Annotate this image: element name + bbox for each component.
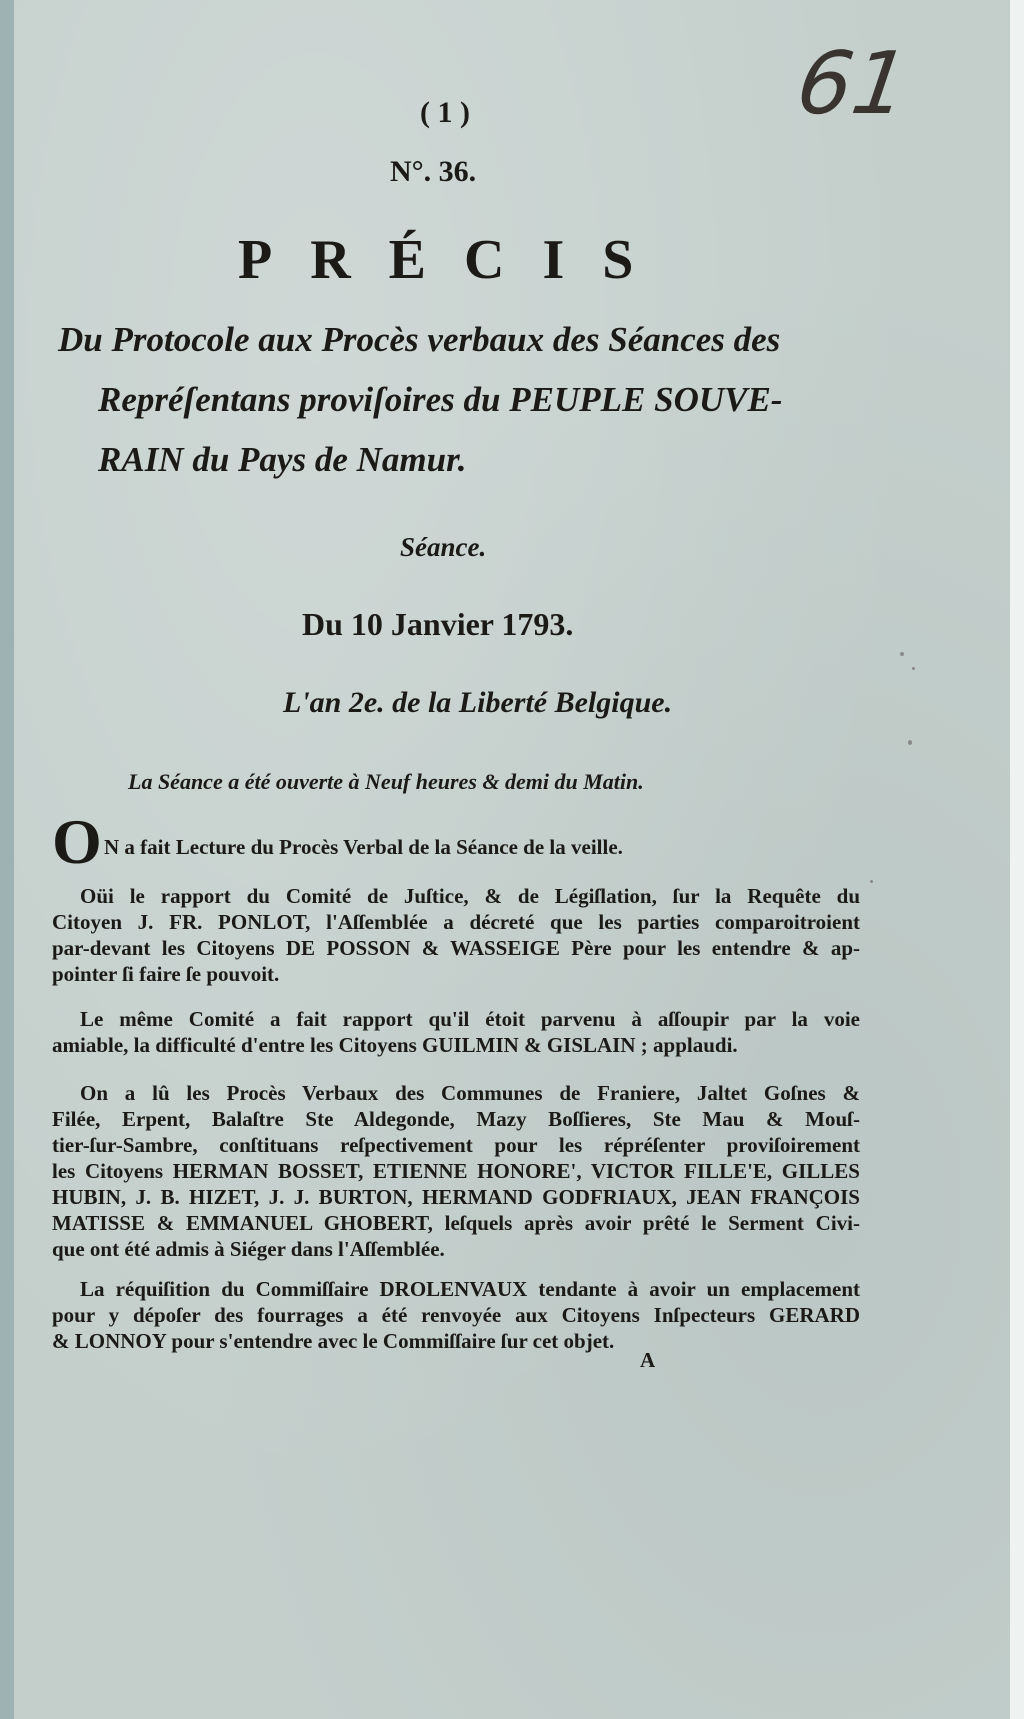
paragraph-4 — [52, 1080, 860, 1262]
ink-speck — [912, 667, 915, 670]
paragraph-line: les Citoyens HERMAN BOSSET, ETIENNE HONORE', VICTOR FILLE'E, GILLES — [52, 1159, 860, 1183]
paragraph-line: tier-ſur-Sambre, conſtituans reſpectivement pour les répréſenter proviſoirement — [52, 1133, 860, 1157]
main-title: PRÉCIS — [238, 229, 672, 291]
year-of-liberty: L'an 2e. de la Liberté Belgique. — [283, 686, 673, 719]
session-date: Du 10 Janvier 1793. — [302, 606, 574, 642]
paragraph-3 — [52, 1006, 860, 1058]
paragraph-line: La réquiſition du Commiſſaire DROLENVAUX tendante à avoir un emplacement — [80, 1277, 860, 1301]
subtitle-line: Repréſentans proviſoires du PEUPLE SOUVE- — [98, 380, 783, 419]
document-number: N°. 36. — [390, 155, 477, 188]
paragraph-5 — [52, 1276, 860, 1354]
page-right-edge — [1010, 0, 1024, 1719]
paragraph-line: HUBIN, J. B. HIZET, J. J. BURTON, HERMAND GODFRIAUX, JEAN FRANÇOIS — [52, 1185, 860, 1209]
paragraph-line: Citoyen J. FR. PONLOT, l'Aſſemblée a décreté que les parties comparoitroient — [52, 910, 860, 934]
subtitle-line: Du Protocole aux Procès verbaux des Séances des — [58, 320, 781, 359]
paragraph-line: par-devant les Citoyens DE POSSON & WASSEIGE Père pour les entendre & ap- — [52, 936, 860, 960]
paragraph-line: On a lû les Procès Verbaux des Communes de Franiere, Jaltet Goſnes & — [80, 1081, 860, 1105]
paragraph-2 — [52, 883, 860, 987]
paragraph-line: pour y dépoſer des fourrages a été renvoyée aux Citoyens Inſpecteurs GERARD — [52, 1303, 860, 1327]
paragraph-line: Filée, Erpent, Balaſtre Ste Aldegonde, Mazy Boſſieres, Ste Mau & Mouſ- — [52, 1107, 860, 1131]
signature-mark: A — [640, 1348, 656, 1372]
ink-speck — [870, 880, 873, 883]
drop-cap: O — [52, 806, 102, 877]
paragraph-line: Oüi le rapport du Comité de Juſtice, & de Légiſlation, ſur la Requête du — [80, 884, 860, 908]
ink-speck — [900, 652, 904, 656]
paragraph-line: MATISSE & EMMANUEL GHOBERT, leſquels après avoir prêté le Serment Civi- — [52, 1211, 860, 1235]
paragraph-1: N a fait Lecture du Procès Verbal de la Séance de la veille. — [104, 835, 623, 859]
session-label: Séance. — [400, 532, 487, 562]
paragraph-line: que ont été admis à Siéger dans l'Aſſemblée. — [52, 1237, 445, 1261]
paragraph-line: amiable, la difficulté d'entre les Citoyens GUILMIN & GISLAIN ; applaudi. — [52, 1033, 738, 1057]
paragraph-line: pointer ſi faire ſe pouvoit. — [52, 962, 280, 986]
page-left-edge — [0, 0, 14, 1719]
session-opening: La Séance a été ouverte à Neuf heures & demi du Matin. — [128, 769, 644, 794]
paragraph-line: & LONNOY pour s'entendre avec le Commiſſaire ſur cet objet. — [52, 1329, 615, 1353]
handwritten-folio-number: 61 — [790, 34, 915, 134]
subtitle-line: RAIN du Pays de Namur. — [98, 440, 467, 479]
ink-speck — [908, 740, 912, 745]
paragraph-line: Le même Comité a fait rapport qu'il étoit parvenu à aſſoupir par la voie — [80, 1007, 860, 1031]
page-marker: ( 1 ) — [420, 96, 470, 129]
